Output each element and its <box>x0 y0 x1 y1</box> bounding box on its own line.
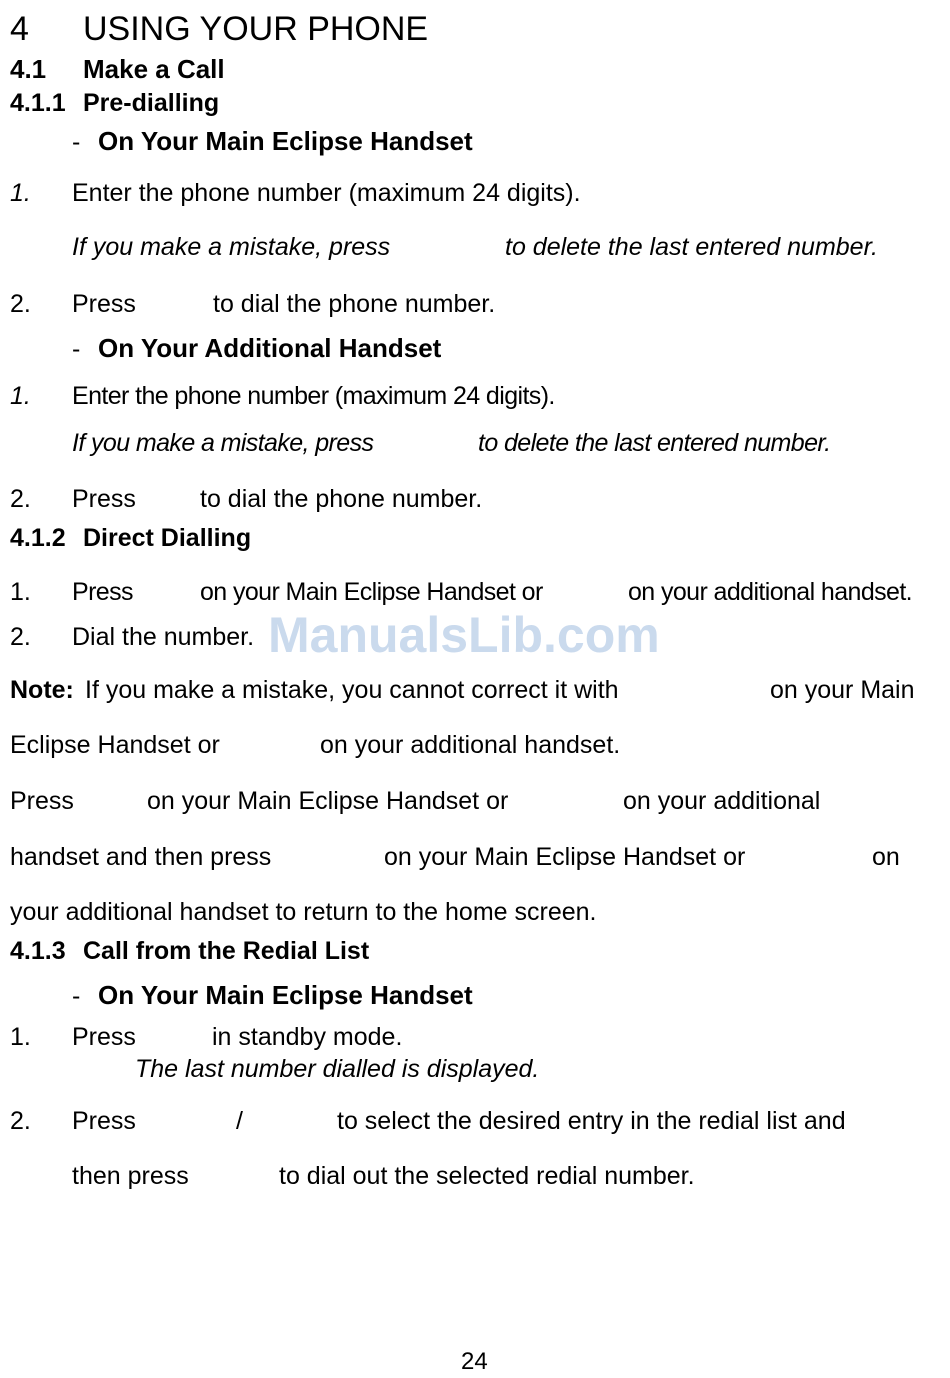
note-text: Eclipse Handset or <box>10 731 220 759</box>
step-number: 1. <box>10 1023 31 1051</box>
paragraph-text: handset and then press <box>10 843 272 871</box>
step-text: Press <box>72 578 133 606</box>
note-text: on your additional handset. <box>320 731 621 759</box>
step-number: 2. <box>10 485 31 513</box>
chapter-number: 4 <box>10 10 29 48</box>
step-number: 2. <box>10 1107 31 1135</box>
paragraph-text: your additional handset to return to the home screen. <box>10 898 597 926</box>
subsection-number: 4.1.1 <box>10 89 66 117</box>
subsection-number: 4.1.2 <box>10 524 66 552</box>
step-note: If you make a mistake, press <box>72 429 374 457</box>
note-text: If you make a mistake, you cannot correct it with <box>85 676 619 704</box>
dash-bullet: - <box>72 982 81 1010</box>
paragraph-text: on your Main Eclipse Handset or <box>147 787 509 815</box>
step-text: on your additional handset. <box>628 578 913 606</box>
paragraph-text: on <box>872 843 900 871</box>
step-text: to select the desired entry in the redial list and <box>337 1107 846 1135</box>
step-number: 1. <box>10 382 31 410</box>
step-text: to dial out the selected redial number. <box>279 1162 695 1190</box>
step-text: Press <box>72 1023 136 1051</box>
dash-bullet: - <box>72 335 81 363</box>
step-number: 1. <box>10 179 31 207</box>
step-note: The last number dialled is displayed. <box>135 1055 540 1083</box>
note-label: Note: <box>10 676 74 704</box>
watermark: ManualsLib.com <box>268 607 660 663</box>
step-text: Press <box>72 1107 136 1135</box>
paragraph-text: on your additional <box>623 787 821 815</box>
step-text: Press <box>72 485 136 513</box>
step-number: 2. <box>10 623 31 651</box>
step-text: Dial the number. <box>72 623 255 651</box>
step-text: then press <box>72 1162 189 1190</box>
subsection-title: Direct Dialling <box>83 524 252 552</box>
page-number: 24 <box>461 1348 488 1375</box>
additional-handset-label: On Your Additional Handset <box>98 333 442 363</box>
dash-bullet: - <box>72 128 81 156</box>
chapter-title: USING YOUR PHONE <box>83 10 429 48</box>
subsection-title: Call from the Redial List <box>83 937 370 965</box>
subsection-number: 4.1.3 <box>10 937 66 965</box>
step-note: If you make a mistake, press <box>72 233 391 261</box>
section-number: 4.1 <box>10 54 47 84</box>
section-title: Make a Call <box>83 54 225 84</box>
step-text: to dial the phone number. <box>213 290 496 318</box>
paragraph-text: Press <box>10 787 74 815</box>
paragraph-text: on your Main Eclipse Handset or <box>384 843 746 871</box>
step-note: to delete the last entered number. <box>478 429 831 457</box>
step-number: 1. <box>10 578 31 606</box>
main-handset-label: On Your Main Eclipse Handset <box>98 126 473 156</box>
subsection-title: Pre-dialling <box>83 89 220 117</box>
step-text: / <box>236 1107 243 1135</box>
step-number: 2. <box>10 290 31 318</box>
main-handset-label: On Your Main Eclipse Handset <box>98 980 473 1010</box>
note-text: on your Main <box>770 676 915 704</box>
step-text: on your Main Eclipse Handset or <box>200 578 543 606</box>
step-text: Press <box>72 290 136 318</box>
step-text: Enter the phone number (maximum 24 digits). <box>72 382 555 410</box>
step-text: in standby mode. <box>212 1023 403 1051</box>
step-text: Enter the phone number (maximum 24 digits). <box>72 179 581 207</box>
step-note: to delete the last entered number. <box>505 233 878 261</box>
step-text: to dial the phone number. <box>200 485 483 513</box>
